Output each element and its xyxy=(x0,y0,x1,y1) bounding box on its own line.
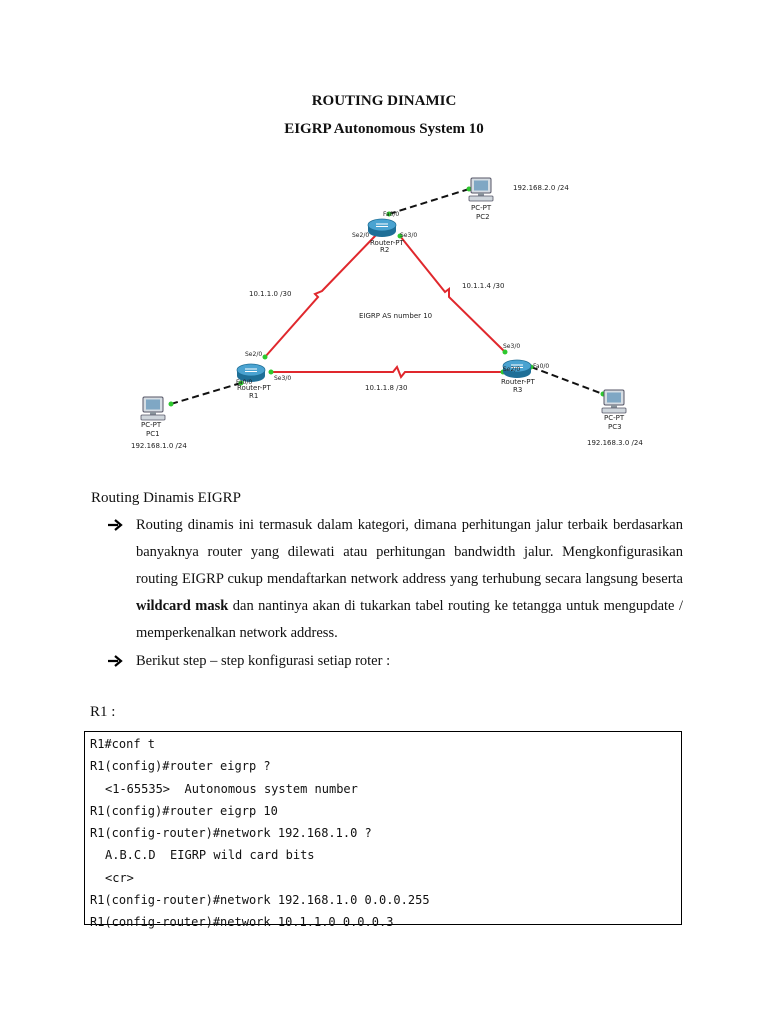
page-subtitle: EIGRP Autonomous System 10 xyxy=(284,121,484,137)
section-heading: Routing Dinamis EIGRP xyxy=(91,490,242,506)
pc2-name: PC2 xyxy=(476,213,490,221)
code-line: A.B.C.D EIGRP wild card bits xyxy=(105,848,315,863)
wildcard-mask-term: wildcard mask xyxy=(136,598,229,614)
link-r1-r3 xyxy=(271,367,503,377)
link-r3-pc3 xyxy=(531,367,603,394)
pc2-network: 192.168.2.0 /24 xyxy=(513,184,569,192)
page-title: ROUTING DINAMIC xyxy=(311,93,457,109)
bullet-text: Routing dinamis ini termasuk dalam kategori, dimana perhitungan jalur terbaik berdasarkan banyaknya router yang dilewati atau perhitungan bandwidth jalur. Mengkonfigurasikan routing EIGRP cukup mendaftarkan network address yang terhubung secara langsung beserta wildcard mask dan nantinya akan di tukarkan tabel routing ke tetangga untuk mengupdate / memperkenalkan network address. xyxy=(136,517,683,641)
r2-type: Router-PT xyxy=(370,239,404,247)
r3-fa-label: Fa0/0 xyxy=(533,363,550,370)
serial-links xyxy=(265,234,505,377)
link-r2-pc2 xyxy=(389,189,469,214)
pc3-network: 192.168.3.0 /24 xyxy=(587,439,643,447)
pc3-name: PC3 xyxy=(608,423,622,431)
r2-name: R2 xyxy=(380,246,390,254)
r1-type: Router-PT xyxy=(237,384,271,392)
r1-se3-label: Se3/0 xyxy=(274,375,292,382)
pc1-icon xyxy=(141,397,165,420)
r2-se2-label: Se2/0 xyxy=(352,232,370,239)
code-line: R1#conf t xyxy=(90,737,156,751)
code-line: R1(config-router)#network 10.1.1.0 0.0.0.3 xyxy=(90,915,394,930)
arrow-right-icon xyxy=(108,648,134,667)
pc2-type: PC-PT xyxy=(471,204,492,212)
pc1-type: PC-PT xyxy=(141,421,162,429)
code-line: <cr> xyxy=(105,870,134,885)
code-line: R1(config)#router eigrp 10 xyxy=(90,803,278,818)
code-line: R1(config-router)#network 192.168.1.0 ? xyxy=(90,826,372,841)
bullet-item xyxy=(108,648,683,675)
link-r1-r2-label: 10.1.1.0 /30 xyxy=(249,290,292,298)
r1-heading: R1 : xyxy=(90,704,116,720)
link-r2-r3 xyxy=(400,236,505,352)
bullet-item xyxy=(108,512,683,647)
code-line: <1-65535> Autonomous system number xyxy=(105,781,358,796)
pc1-network: 192.168.1.0 /24 xyxy=(131,442,187,450)
link-r1-pc1 xyxy=(171,383,241,404)
r1-fa-label: Fa0/0 xyxy=(236,379,253,386)
r3-se3-label: Se3/0 xyxy=(503,343,521,350)
r2-fa-label: Fa0/0 xyxy=(383,211,400,218)
r3-name: R3 xyxy=(513,386,523,394)
r1-config-code-block xyxy=(84,731,682,930)
r3-se2-label: Se2/0 xyxy=(503,366,521,373)
r3-type: Router-PT xyxy=(501,378,535,386)
pc1-name: PC1 xyxy=(146,430,160,438)
pc3-icon xyxy=(602,390,626,413)
r1-se2-label: Se2/0 xyxy=(245,351,263,358)
diagram-center-label: EIGRP AS number 10 xyxy=(359,312,433,320)
code-line: R1(config-router)#network 192.168.1.0 0.0.0.255 xyxy=(90,893,430,908)
pc2-icon xyxy=(469,178,493,201)
pc3-type: PC-PT xyxy=(604,414,625,422)
r2-se3-label: Se3/0 xyxy=(400,232,418,239)
bullet-text: Berikut step – step konfigurasi setiap roter : xyxy=(136,653,391,669)
code-line: R1(config)#router eigrp ? xyxy=(90,759,271,774)
router-r2-icon xyxy=(368,219,396,237)
network-topology-diagram xyxy=(93,170,643,460)
link-r1-r3-label: 10.1.1.8 /30 xyxy=(365,384,408,392)
link-r2-r3-label: 10.1.1.4 /30 xyxy=(462,282,505,290)
arrow-right-icon xyxy=(108,512,134,531)
r1-name: R1 xyxy=(249,392,259,400)
